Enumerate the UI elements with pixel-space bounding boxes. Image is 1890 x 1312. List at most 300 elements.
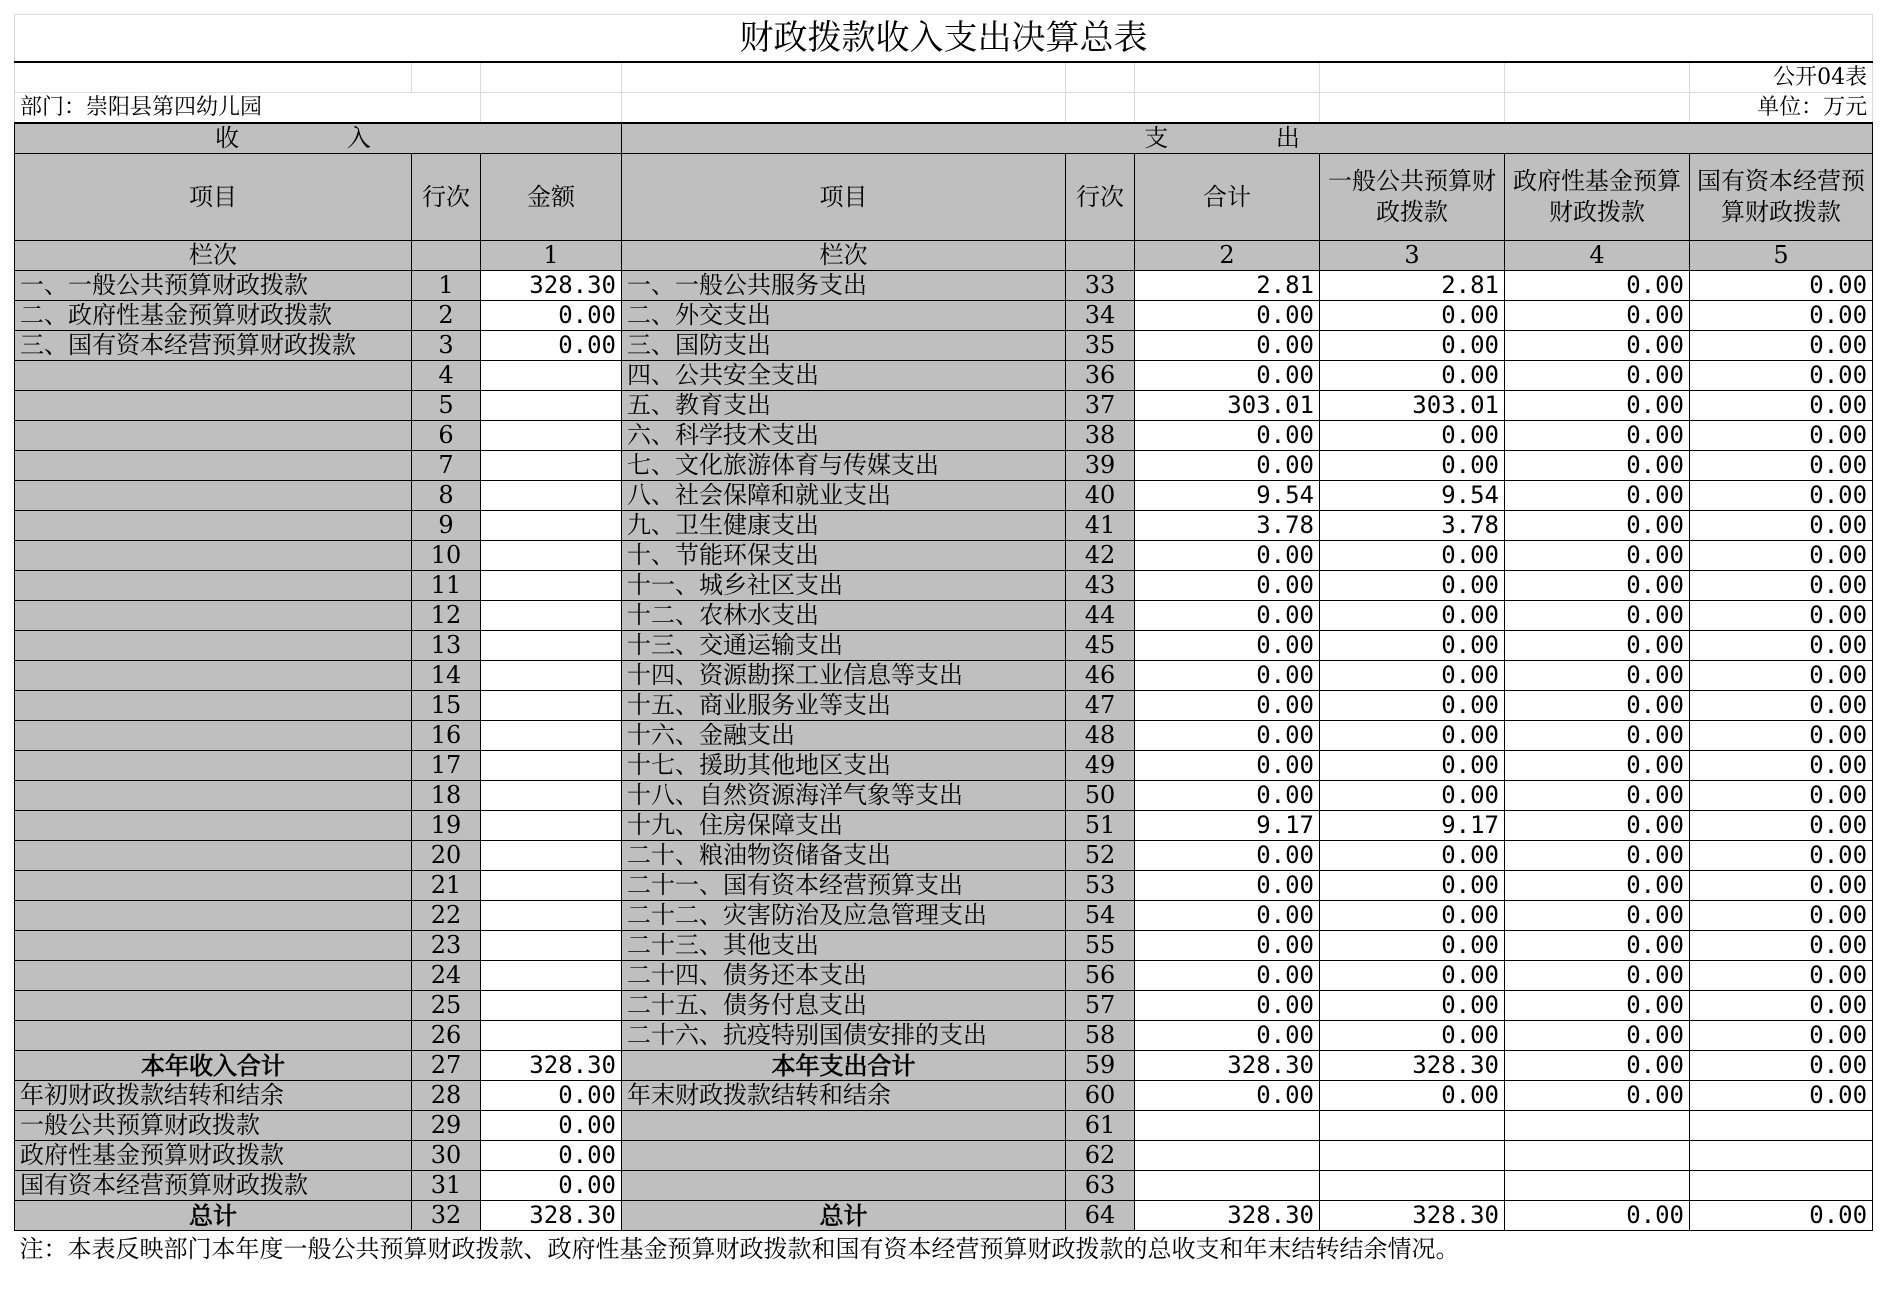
fund-budget-amount: 0.00	[1505, 571, 1690, 601]
income-amount	[481, 631, 622, 661]
income-item	[15, 691, 412, 721]
column-number-5: 5	[1690, 241, 1873, 271]
fund-budget-amount: 0.00	[1505, 1081, 1690, 1111]
expense-row-number: 54	[1066, 901, 1135, 931]
income-amount	[481, 361, 622, 391]
general-budget-header: 一般公共预算财政拨款	[1320, 154, 1505, 241]
income-item	[15, 511, 412, 541]
table-row	[15, 481, 1873, 511]
state-capital-amount: 0.00	[1690, 1081, 1873, 1111]
general-budget-amount: 0.00	[1320, 361, 1505, 391]
income-row-number: 16	[412, 721, 481, 751]
general-budget-amount: 0.00	[1320, 691, 1505, 721]
general-budget-amount: 9.17	[1320, 811, 1505, 841]
expense-total: 0.00	[1135, 541, 1320, 571]
expense-row-number: 53	[1066, 871, 1135, 901]
column-number-1: 1	[481, 241, 622, 271]
column-number-label: 栏次	[622, 241, 1066, 271]
table-row	[15, 661, 1873, 691]
expense-total: 0.00	[1135, 691, 1320, 721]
table-row	[15, 391, 1873, 421]
expense-total: 0.00	[1135, 871, 1320, 901]
income-amount	[481, 511, 622, 541]
income-item: 年初财政拨款结转和结余	[15, 1081, 412, 1111]
state-capital-amount: 0.00	[1690, 781, 1873, 811]
expense-total: 0.00	[1135, 571, 1320, 601]
fund-budget-amount: 0.00	[1505, 391, 1690, 421]
carry-over-row	[15, 1081, 1873, 1111]
general-budget-amount: 0.00	[1320, 301, 1505, 331]
income-row-number: 31	[412, 1171, 481, 1201]
income-amount	[481, 571, 622, 601]
state-capital-amount: 0.00	[1690, 541, 1873, 571]
income-amount	[481, 661, 622, 691]
table-row	[15, 511, 1873, 541]
general-budget-amount: 328.30	[1320, 1051, 1505, 1081]
expense-total: 2.81	[1135, 271, 1320, 301]
expense-row-number: 41	[1066, 511, 1135, 541]
table-row	[15, 991, 1873, 1021]
expense-item: 十七、援助其他地区支出	[622, 751, 1066, 781]
income-item: 国有资本经营预算财政拨款	[15, 1171, 412, 1201]
income-item	[15, 541, 412, 571]
fund-budget-amount: 0.00	[1505, 661, 1690, 691]
general-budget-amount	[1320, 1111, 1505, 1141]
income-item: 总计	[15, 1201, 412, 1231]
state-capital-amount: 0.00	[1690, 301, 1873, 331]
table-row	[15, 901, 1873, 931]
income-amount: 0.00	[481, 1171, 622, 1201]
expense-item: 二、外交支出	[622, 301, 1066, 331]
general-budget-amount: 0.00	[1320, 451, 1505, 481]
appropriation-summary-table	[14, 14, 1873, 1264]
expense-row-number: 45	[1066, 631, 1135, 661]
table-row	[15, 811, 1873, 841]
final-account-sheet	[14, 14, 1873, 1264]
income-item	[15, 361, 412, 391]
general-budget-amount: 0.00	[1320, 331, 1505, 361]
income-row-number: 20	[412, 841, 481, 871]
income-item	[15, 481, 412, 511]
general-budget-amount: 328.30	[1320, 1201, 1505, 1231]
expense-item: 总计	[622, 1201, 1066, 1231]
expense-total: 0.00	[1135, 721, 1320, 751]
carry-over-sub-row	[15, 1171, 1873, 1201]
expense-total	[1135, 1111, 1320, 1141]
state-capital-amount	[1690, 1141, 1873, 1171]
department-label: 部门：崇阳县第四幼儿园	[15, 93, 481, 124]
expense-total: 328.30	[1135, 1201, 1320, 1231]
income-row-number: 30	[412, 1141, 481, 1171]
general-budget-amount	[1320, 1171, 1505, 1201]
general-budget-amount: 0.00	[1320, 841, 1505, 871]
fund-budget-amount: 0.00	[1505, 871, 1690, 901]
table-row	[15, 631, 1873, 661]
fund-budget-amount: 0.00	[1505, 331, 1690, 361]
expense-item: 十二、农林水支出	[622, 601, 1066, 631]
expense-total: 0.00	[1135, 451, 1320, 481]
expense-item-header: 项目	[622, 154, 1066, 241]
income-amount: 328.30	[481, 271, 622, 301]
expense-row-number: 44	[1066, 601, 1135, 631]
fund-budget-amount	[1505, 1141, 1690, 1171]
fund-budget-amount: 0.00	[1505, 1201, 1690, 1231]
table-row	[15, 721, 1873, 751]
expense-item: 三、国防支出	[622, 331, 1066, 361]
expense-item: 十九、住房保障支出	[622, 811, 1066, 841]
general-budget-amount: 0.00	[1320, 631, 1505, 661]
income-amount	[481, 721, 622, 751]
expense-row-number: 33	[1066, 271, 1135, 301]
income-row-number: 7	[412, 451, 481, 481]
fund-budget-amount: 0.00	[1505, 691, 1690, 721]
grand-total-row	[15, 1201, 1873, 1231]
income-row-number: 13	[412, 631, 481, 661]
income-row-number: 27	[412, 1051, 481, 1081]
state-capital-amount: 0.00	[1690, 901, 1873, 931]
income-amount	[481, 961, 622, 991]
table-row	[15, 691, 1873, 721]
table-row	[15, 931, 1873, 961]
unit-label: 单位：万元	[1690, 93, 1873, 124]
expense-item: 本年支出合计	[622, 1051, 1066, 1081]
income-item: 一、一般公共预算财政拨款	[15, 271, 412, 301]
income-row-number: 26	[412, 1021, 481, 1051]
table-row	[15, 571, 1873, 601]
expense-item: 一、一般公共服务支出	[622, 271, 1066, 301]
income-amount	[481, 451, 622, 481]
expense-total: 0.00	[1135, 601, 1320, 631]
general-budget-amount: 0.00	[1320, 571, 1505, 601]
income-row-number: 22	[412, 901, 481, 931]
expense-row-number: 48	[1066, 721, 1135, 751]
income-section-header: 收 入	[15, 123, 622, 154]
expense-row-number: 49	[1066, 751, 1135, 781]
expense-total: 0.00	[1135, 751, 1320, 781]
expense-item: 年末财政拨款结转和结余	[622, 1081, 1066, 1111]
form-number: 公开04表	[1690, 62, 1873, 93]
state-capital-amount: 0.00	[1690, 751, 1873, 781]
general-budget-amount: 0.00	[1320, 931, 1505, 961]
table-row	[15, 601, 1873, 631]
income-row-number: 32	[412, 1201, 481, 1231]
expense-section-header: 支 出	[622, 123, 1873, 154]
expense-row-number: 35	[1066, 331, 1135, 361]
state-capital-amount	[1690, 1111, 1873, 1141]
income-item: 本年收入合计	[15, 1051, 412, 1081]
income-row-number: 12	[412, 601, 481, 631]
expense-total: 0.00	[1135, 301, 1320, 331]
income-amount: 0.00	[481, 301, 622, 331]
expense-row-number: 56	[1066, 961, 1135, 991]
general-budget-amount: 0.00	[1320, 901, 1505, 931]
expense-row-number: 60	[1066, 1081, 1135, 1111]
income-amount: 328.30	[481, 1051, 622, 1081]
income-amount	[481, 991, 622, 1021]
state-capital-amount: 0.00	[1690, 961, 1873, 991]
expense-total: 0.00	[1135, 901, 1320, 931]
income-row-number: 18	[412, 781, 481, 811]
state-capital-amount: 0.00	[1690, 511, 1873, 541]
table-row	[15, 331, 1873, 361]
expense-row-number: 57	[1066, 991, 1135, 1021]
income-row-number: 9	[412, 511, 481, 541]
state-capital-amount: 0.00	[1690, 841, 1873, 871]
expense-total: 0.00	[1135, 961, 1320, 991]
general-budget-amount: 0.00	[1320, 871, 1505, 901]
expense-total: 3.78	[1135, 511, 1320, 541]
income-amount	[481, 541, 622, 571]
state-capital-amount: 0.00	[1690, 721, 1873, 751]
state-capital-amount: 0.00	[1690, 691, 1873, 721]
expense-row-number: 64	[1066, 1201, 1135, 1231]
income-row-number: 5	[412, 391, 481, 421]
fund-budget-amount: 0.00	[1505, 721, 1690, 751]
fund-budget-amount: 0.00	[1505, 271, 1690, 301]
state-capital-amount: 0.00	[1690, 661, 1873, 691]
state-capital-amount	[1690, 1171, 1873, 1201]
state-capital-amount: 0.00	[1690, 1051, 1873, 1081]
general-budget-amount: 0.00	[1320, 661, 1505, 691]
income-item: 一般公共预算财政拨款	[15, 1111, 412, 1141]
expense-item: 二十一、国有资本经营预算支出	[622, 871, 1066, 901]
expense-item: 二十二、灾害防治及应急管理支出	[622, 901, 1066, 931]
expense-total: 0.00	[1135, 361, 1320, 391]
income-row-number: 24	[412, 961, 481, 991]
expense-row-number: 38	[1066, 421, 1135, 451]
general-budget-amount: 0.00	[1320, 991, 1505, 1021]
general-budget-amount: 0.00	[1320, 961, 1505, 991]
expense-item: 七、文化旅游体育与传媒支出	[622, 451, 1066, 481]
income-row-number: 28	[412, 1081, 481, 1111]
expense-total: 0.00	[1135, 1021, 1320, 1051]
state-capital-amount: 0.00	[1690, 451, 1873, 481]
income-row-number: 17	[412, 751, 481, 781]
column-number-2: 2	[1135, 241, 1320, 271]
income-row-number: 10	[412, 541, 481, 571]
state-capital-amount: 0.00	[1690, 811, 1873, 841]
general-budget-amount: 9.54	[1320, 481, 1505, 511]
page-title: 财政拨款收入支出决算总表	[15, 15, 1873, 63]
expense-item: 二十六、抗疫特别国债安排的支出	[622, 1021, 1066, 1051]
expense-total: 0.00	[1135, 841, 1320, 871]
income-item	[15, 571, 412, 601]
expense-item: 六、科学技术支出	[622, 421, 1066, 451]
expense-item: 四、公共安全支出	[622, 361, 1066, 391]
expense-item: 十一、城乡社区支出	[622, 571, 1066, 601]
table-row	[15, 451, 1873, 481]
expense-item: 十、节能环保支出	[622, 541, 1066, 571]
income-item	[15, 781, 412, 811]
income-row-number: 15	[412, 691, 481, 721]
general-budget-amount: 0.00	[1320, 1081, 1505, 1111]
fund-budget-amount: 0.00	[1505, 931, 1690, 961]
footnote: 注：本表反映部门本年度一般公共预算财政拨款、政府性基金预算财政拨款和国有资本经营预算财政拨款的总收支和年末结转结余情况。	[19, 1235, 1460, 1263]
expense-row-number: 39	[1066, 451, 1135, 481]
expense-total	[1135, 1141, 1320, 1171]
fund-budget-amount: 0.00	[1505, 841, 1690, 871]
income-row-number: 29	[412, 1111, 481, 1141]
expense-item: 二十三、其他支出	[622, 931, 1066, 961]
table-row	[15, 841, 1873, 871]
general-budget-amount: 0.00	[1320, 541, 1505, 571]
income-amount: 0.00	[481, 331, 622, 361]
income-item	[15, 421, 412, 451]
general-budget-amount: 0.00	[1320, 781, 1505, 811]
general-budget-amount: 3.78	[1320, 511, 1505, 541]
fund-budget-amount: 0.00	[1505, 361, 1690, 391]
fund-budget-amount: 0.00	[1505, 421, 1690, 451]
expense-item: 八、社会保障和就业支出	[622, 481, 1066, 511]
income-item	[15, 451, 412, 481]
total-header: 合计	[1135, 154, 1320, 241]
expense-row-number: 52	[1066, 841, 1135, 871]
table-row	[15, 961, 1873, 991]
expense-row-number: 40	[1066, 481, 1135, 511]
income-item	[15, 961, 412, 991]
income-item: 三、国有资本经营预算财政拨款	[15, 331, 412, 361]
table-row	[15, 301, 1873, 331]
expense-total: 0.00	[1135, 781, 1320, 811]
state-capital-amount: 0.00	[1690, 271, 1873, 301]
expense-row-number: 62	[1066, 1141, 1135, 1171]
expense-item: 二十四、债务还本支出	[622, 961, 1066, 991]
income-amount: 328.30	[481, 1201, 622, 1231]
income-row-number: 1	[412, 271, 481, 301]
fund-budget-amount: 0.00	[1505, 1051, 1690, 1081]
income-amount: 0.00	[481, 1111, 622, 1141]
income-amount	[481, 931, 622, 961]
expense-item	[622, 1141, 1066, 1171]
income-amount-header: 金额	[481, 154, 622, 241]
income-item	[15, 811, 412, 841]
state-capital-header: 国有资本经营预算财政拨款	[1690, 154, 1873, 241]
income-amount	[481, 481, 622, 511]
income-amount	[481, 601, 622, 631]
fund-budget-amount: 0.00	[1505, 751, 1690, 781]
expense-total: 0.00	[1135, 1081, 1320, 1111]
state-capital-amount: 0.00	[1690, 931, 1873, 961]
expense-row-number: 55	[1066, 931, 1135, 961]
income-amount	[481, 421, 622, 451]
income-item	[15, 871, 412, 901]
expense-total: 0.00	[1135, 991, 1320, 1021]
expense-total: 9.54	[1135, 481, 1320, 511]
income-row-number: 14	[412, 661, 481, 691]
fund-budget-amount: 0.00	[1505, 631, 1690, 661]
expense-total: 9.17	[1135, 811, 1320, 841]
fund-budget-amount: 0.00	[1505, 601, 1690, 631]
income-row-number: 11	[412, 571, 481, 601]
income-amount	[481, 781, 622, 811]
income-item	[15, 391, 412, 421]
state-capital-amount: 0.00	[1690, 871, 1873, 901]
expense-row-number: 63	[1066, 1171, 1135, 1201]
fund-budget-amount: 0.00	[1505, 511, 1690, 541]
expense-total	[1135, 1171, 1320, 1201]
state-capital-amount: 0.00	[1690, 421, 1873, 451]
fund-budget-amount: 0.00	[1505, 301, 1690, 331]
expense-total: 303.01	[1135, 391, 1320, 421]
expense-row-header: 行次	[1066, 154, 1135, 241]
state-capital-amount: 0.00	[1690, 481, 1873, 511]
expense-row-number: 51	[1066, 811, 1135, 841]
income-amount	[481, 871, 622, 901]
income-item	[15, 721, 412, 751]
general-budget-amount: 0.00	[1320, 601, 1505, 631]
state-capital-amount: 0.00	[1690, 601, 1873, 631]
income-row-number: 6	[412, 421, 481, 451]
income-item: 政府性基金预算财政拨款	[15, 1141, 412, 1171]
income-amount: 0.00	[481, 1081, 622, 1111]
general-budget-amount: 0.00	[1320, 421, 1505, 451]
expense-row-number: 50	[1066, 781, 1135, 811]
expense-total: 0.00	[1135, 931, 1320, 961]
state-capital-amount: 0.00	[1690, 361, 1873, 391]
income-item	[15, 661, 412, 691]
year-total-row	[15, 1051, 1873, 1081]
fund-budget-amount: 0.00	[1505, 901, 1690, 931]
fund-budget-amount: 0.00	[1505, 451, 1690, 481]
income-row-number: 21	[412, 871, 481, 901]
state-capital-amount: 0.00	[1690, 571, 1873, 601]
table-row	[15, 781, 1873, 811]
state-capital-amount: 0.00	[1690, 1021, 1873, 1051]
expense-item	[622, 1171, 1066, 1201]
income-item	[15, 991, 412, 1021]
expense-row-number: 42	[1066, 541, 1135, 571]
income-item	[15, 1021, 412, 1051]
income-row-number: 8	[412, 481, 481, 511]
income-row-number: 4	[412, 361, 481, 391]
expense-item: 五、教育支出	[622, 391, 1066, 421]
state-capital-amount: 0.00	[1690, 991, 1873, 1021]
expense-item: 十六、金融支出	[622, 721, 1066, 751]
general-budget-amount: 0.00	[1320, 721, 1505, 751]
expense-total: 328.30	[1135, 1051, 1320, 1081]
expense-total: 0.00	[1135, 421, 1320, 451]
income-item	[15, 901, 412, 931]
income-amount	[481, 691, 622, 721]
expense-total: 0.00	[1135, 661, 1320, 691]
expense-total: 0.00	[1135, 631, 1320, 661]
expense-item: 十三、交通运输支出	[622, 631, 1066, 661]
fund-budget-amount: 0.00	[1505, 481, 1690, 511]
fund-budget-amount: 0.00	[1505, 991, 1690, 1021]
state-capital-amount: 0.00	[1690, 631, 1873, 661]
income-item	[15, 931, 412, 961]
general-budget-amount: 0.00	[1320, 1021, 1505, 1051]
fund-budget-amount: 0.00	[1505, 781, 1690, 811]
expense-item: 二十、粮油物资储备支出	[622, 841, 1066, 871]
income-amount	[481, 811, 622, 841]
general-budget-amount: 2.81	[1320, 271, 1505, 301]
income-item	[15, 631, 412, 661]
general-budget-amount	[1320, 1141, 1505, 1171]
income-amount: 0.00	[481, 1141, 622, 1171]
expense-row-number: 47	[1066, 691, 1135, 721]
income-amount	[481, 751, 622, 781]
income-row-number: 23	[412, 931, 481, 961]
fund-budget-amount	[1505, 1111, 1690, 1141]
expense-item	[622, 1111, 1066, 1141]
fund-budget-amount: 0.00	[1505, 811, 1690, 841]
carry-over-sub-row	[15, 1141, 1873, 1171]
income-item-header: 项目	[15, 154, 412, 241]
income-item	[15, 841, 412, 871]
expense-item: 十八、自然资源海洋气象等支出	[622, 781, 1066, 811]
income-item: 二、政府性基金预算财政拨款	[15, 301, 412, 331]
